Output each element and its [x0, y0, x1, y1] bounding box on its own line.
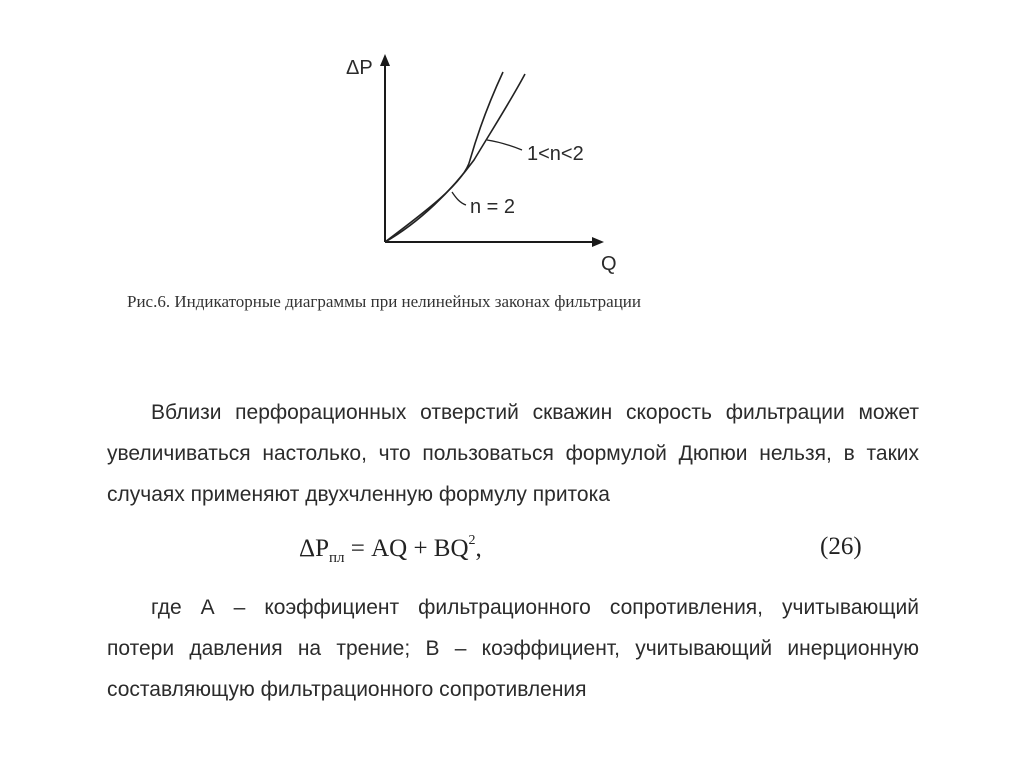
- y-axis-label: ΔP: [346, 57, 373, 79]
- x-axis-arrow: [592, 237, 604, 247]
- x-axis-label: Q: [601, 253, 617, 275]
- formula-superscript: 2: [468, 533, 476, 548]
- paragraph-definitions: [107, 587, 919, 710]
- formula-rhs: = AQ + BQ: [344, 535, 469, 562]
- leader-upper: [487, 140, 522, 150]
- leader-lower: [452, 192, 466, 205]
- formula: [299, 533, 482, 567]
- figure-caption: Рис.6. Индикаторные диаграммы при нелинейных законах фильтрации: [127, 292, 642, 311]
- text-line: составляющую фильтрационного сопротивления: [107, 678, 587, 701]
- text-line: случаях применяют двухчленную формулу притока: [107, 483, 610, 506]
- indicator-diagram: [0, 0, 1024, 290]
- equation-number: (26): [820, 533, 862, 560]
- text-line: увеличиваться настолько, что пользоваться формулой Дюпюи нельзя, в таких: [107, 442, 919, 465]
- text-line: потери давления на трение; В – коэффициент, учитывающий инерционную: [107, 637, 919, 660]
- text-line: где А – коэффициент фильтрационного сопротивления, учитывающий: [151, 596, 919, 619]
- paragraph-intro: [107, 392, 919, 515]
- curve-upper-label: 1<n<2: [527, 143, 584, 165]
- y-axis-arrow: [380, 54, 390, 66]
- formula-lhs: ΔP: [299, 535, 329, 562]
- text-line: Вблизи перфорационных отверстий скважин скорость фильтрации может: [151, 401, 919, 424]
- curve-lower-label: n = 2: [470, 196, 516, 218]
- formula-tail: ,: [475, 535, 482, 562]
- formula-lhs-subscript: пл: [328, 550, 345, 566]
